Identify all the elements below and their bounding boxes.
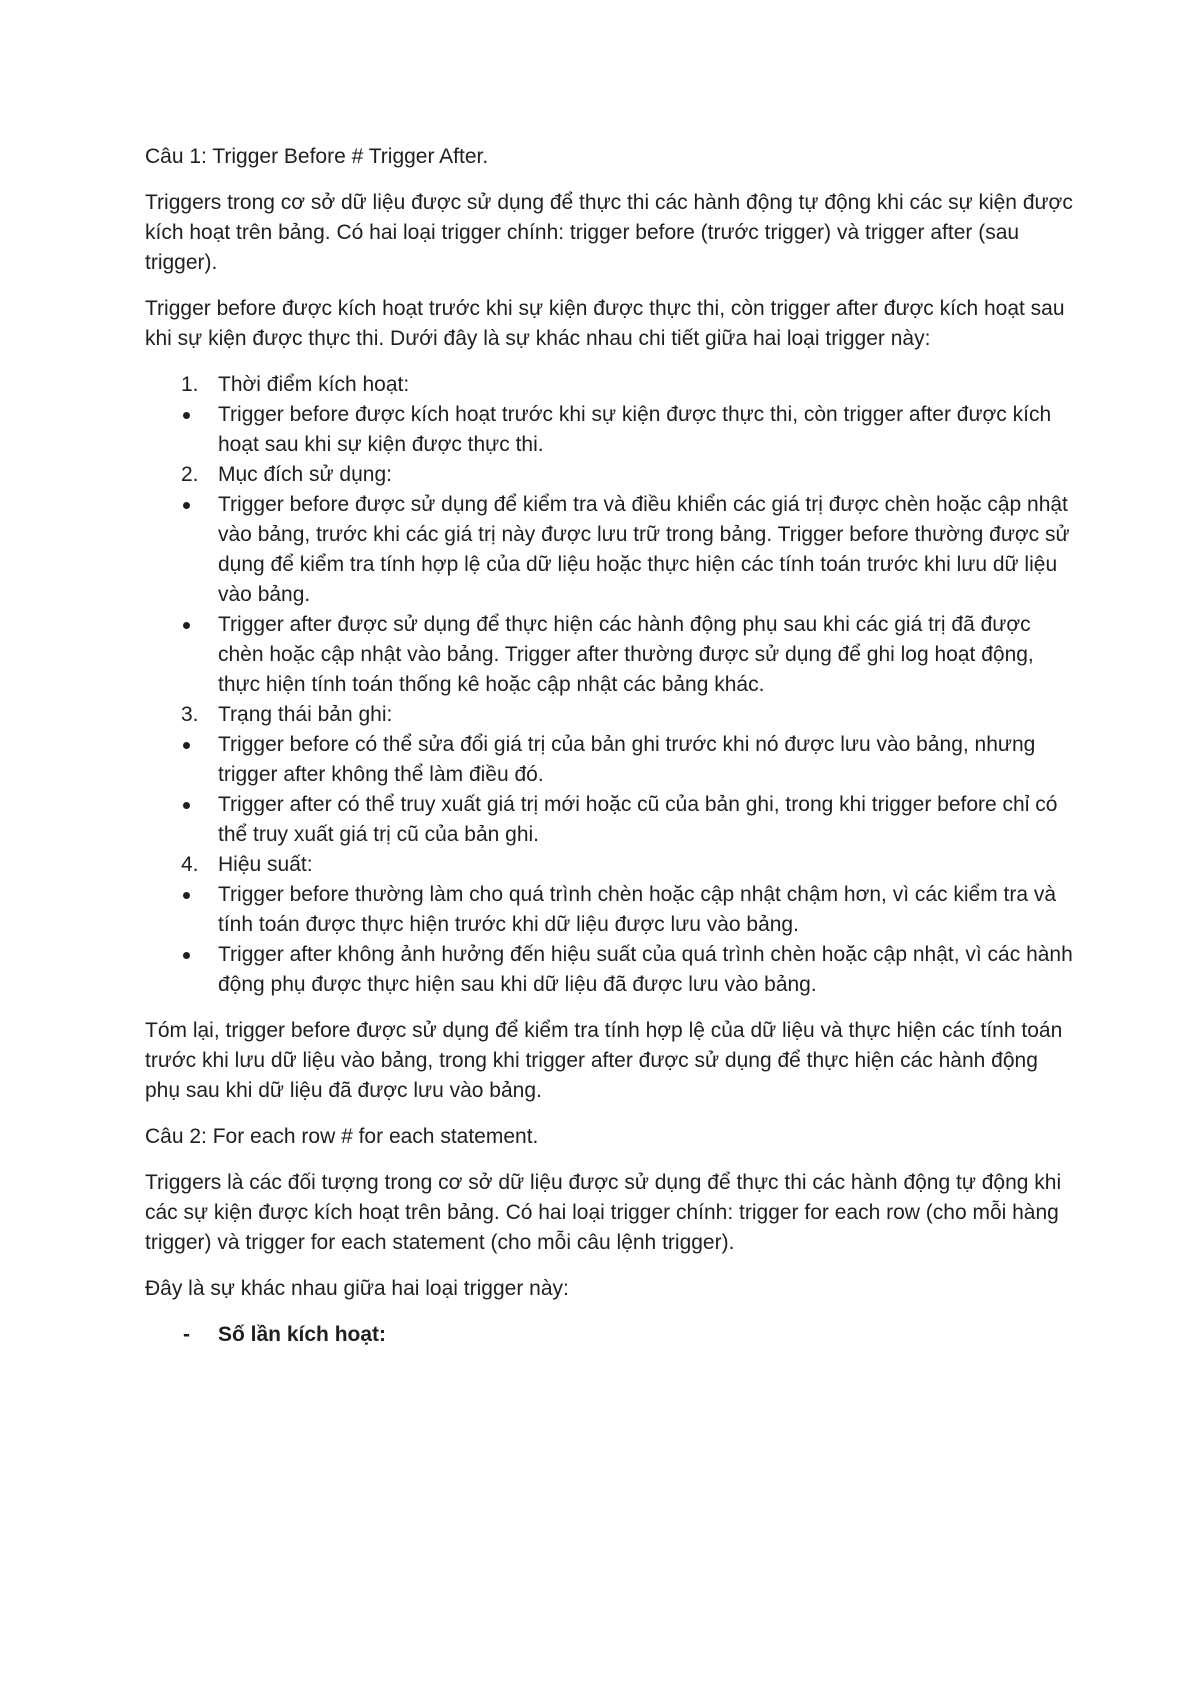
list-item-text: Trigger before có thể sửa đổi giá trị của bản ghi trước khi nó được lưu vào bảng, nhưng trigger after không thể làm điều đó. (218, 733, 1036, 786)
list-item-text: Trigger before thường làm cho quá trình chèn hoặc cập nhật chậm hơn, vì các kiểm tra và tính toán được thực hiện trước khi dữ liệu được lưu vào bảng. (218, 883, 1057, 936)
bullet-icon (183, 622, 190, 629)
question-2-paragraph-2: Đây là sự khác nhau giữa hai loại trigger này: (145, 1277, 569, 1300)
bullet-icon (183, 892, 190, 899)
list-item-text: Hiệu suất: (218, 853, 313, 876)
list-item-bullet (145, 610, 1075, 700)
list-item-bullet (145, 880, 1075, 940)
bullet-icon (183, 802, 190, 809)
list-number: 1. (181, 373, 199, 396)
list-item-bullet (145, 940, 1075, 1000)
list-item-text: Trigger before được kích hoạt trước khi sự kiện được thực thi, còn trigger after được kích hoạt sau khi sự kiện được thực thi. (218, 403, 1052, 456)
list-item-text: Thời điểm kích hoạt: (218, 373, 410, 396)
bullet-icon (183, 502, 190, 509)
list-number: 4. (181, 853, 199, 876)
question-1-heading: Câu 1: Trigger Before # Trigger After. (145, 145, 489, 168)
question-2-intro: Triggers là các đối tượng trong cơ sở dữ liệu được sử dụng để thực thi các hành động tự động khi các sự kiện được kích hoạt trên bảng. Có hai loại trigger chính: trigger for each row (cho mỗi hàng trigger) và trigger for each statement (cho mỗi câu lệnh trigger). (145, 1171, 1062, 1254)
dash-list-item-text: Số lần kích hoạt: (218, 1323, 387, 1346)
list-item-text: Mục đích sử dụng: (218, 463, 392, 486)
dash-marker: - (183, 1323, 190, 1346)
dash-list-item (145, 1320, 1075, 1350)
question-1-summary: Tóm lại, trigger before được sử dụng để kiểm tra tính hợp lệ của dữ liệu và thực hiện các tính toán trước khi lưu dữ liệu vào bảng, trong khi trigger after được sử dụng để thực hiện các hành động phụ sau khi dữ liệu đã được lưu vào bảng. (145, 1019, 1063, 1102)
list-item-numbered (145, 370, 1075, 400)
list-item-bullet (145, 490, 1075, 610)
question-2-heading: Câu 2: For each row # for each statement. (145, 1125, 539, 1148)
list-item-text: Trigger after không ảnh hưởng đến hiệu suất của quá trình chèn hoặc cập nhật, vì các hành động phụ được thực hiện sau khi dữ liệu đã được lưu vào bảng. (218, 943, 1073, 996)
list-number: 2. (181, 463, 199, 486)
list-item-text: Trigger after được sử dụng để thực hiện các hành động phụ sau khi các giá trị đã được chèn hoặc cập nhật vào bảng. Trigger after thường được sử dụng để ghi log hoạt động, thực hiện tính toán thống kê hoặc cập nhật các bảng khác. (218, 613, 1034, 696)
dash-list (145, 1320, 1075, 1350)
bullet-icon (183, 952, 190, 959)
question-1-paragraph-2: Trigger before được kích hoạt trước khi sự kiện được thực thi, còn trigger after được kích hoạt sau khi sự kiện được thực thi. Dưới đây là sự khác nhau chi tiết giữa hai loại trigger này: (145, 297, 1065, 350)
list-item-numbered (145, 700, 1075, 730)
list-item-text: Trigger after có thể truy xuất giá trị mới hoặc cũ của bản ghi, trong khi trigger before chỉ có thể truy xuất giá trị cũ của bản ghi. (218, 793, 1058, 846)
list-item-text: Trạng thái bản ghi: (218, 703, 393, 726)
list-item-numbered (145, 460, 1075, 490)
list-item-text: Trigger before được sử dụng để kiểm tra và điều khiển các giá trị được chèn hoặc cập nhật vào bảng, trước khi các giá trị này được lưu trữ trong bảng. Trigger before thường được sử dụng để kiểm tra tính hợp lệ của dữ liệu hoặc thực hiện các tính toán trước khi lưu dữ liệu vào bảng. (218, 493, 1070, 606)
document-body (145, 142, 1075, 1350)
list-number: 3. (181, 703, 199, 726)
question-1-intro: Triggers trong cơ sở dữ liệu được sử dụng để thực thi các hành động tự động khi các sự kiện được kích hoạt trên bảng. Có hai loại trigger chính: trigger before (trước trigger) và trigger after (sau trigger). (145, 191, 1073, 274)
list-item-bullet (145, 400, 1075, 460)
bullet-icon (183, 412, 190, 419)
list-item-numbered (145, 850, 1075, 880)
list-item-bullet (145, 730, 1075, 790)
bullet-icon (183, 742, 190, 749)
comparison-list (145, 370, 1075, 1000)
list-item-bullet (145, 790, 1075, 850)
